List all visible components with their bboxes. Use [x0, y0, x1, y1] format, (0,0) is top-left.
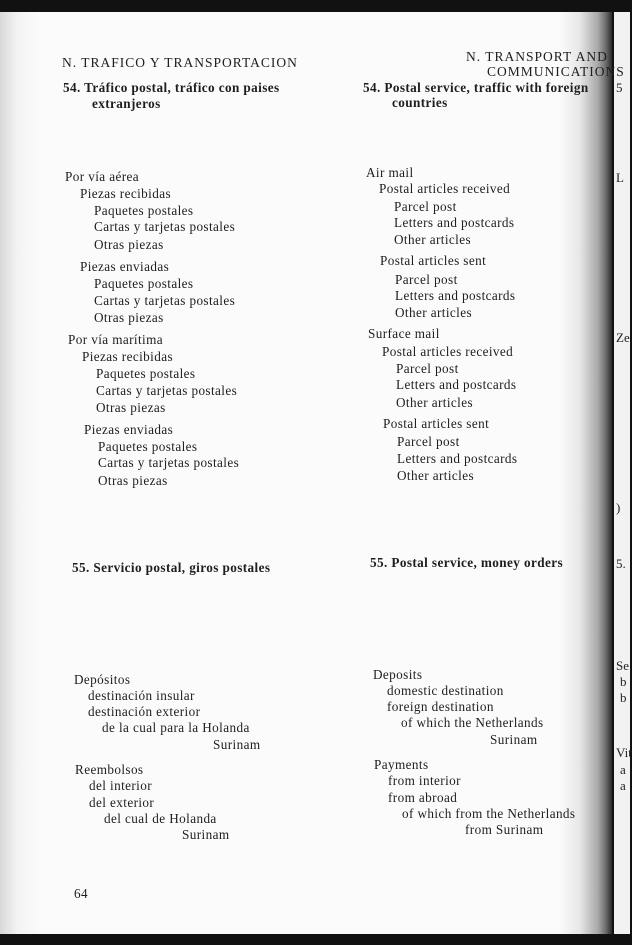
row-label: Surface mail [368, 326, 440, 341]
row-label: del cual de Holanda [104, 811, 217, 826]
row-label: Piezas enviadas [84, 422, 174, 437]
fragment: a [620, 762, 626, 777]
row-label: from abroad [388, 790, 458, 805]
row-label: from interior [388, 773, 461, 788]
row-label: Otras piezas [94, 310, 164, 325]
row-label: del interior [89, 778, 153, 793]
chapter-title-es: N. TRAFICO Y TRANSPORTACION [62, 55, 298, 70]
row-label: Letters and postcards [397, 451, 518, 466]
table-54-title-en-2: countries [392, 95, 448, 110]
row-label: Other articles [394, 232, 471, 247]
row-label: Otras piezas [96, 400, 166, 415]
table-54-title-es: 54. Tráfico postal, tráfico con paises [63, 80, 280, 95]
page-number: 64 [74, 886, 88, 901]
row-label: Parcel post [395, 272, 458, 287]
row-label: of which the Netherlands [401, 715, 544, 730]
row-label: Postal articles received [379, 181, 511, 196]
row-label: Postal articles sent [380, 253, 487, 268]
row-label: Payments [374, 757, 429, 772]
fragment: b [620, 690, 627, 705]
row-label: Deposits [373, 667, 423, 682]
row-label: Paquetes postales [98, 439, 198, 454]
row-label: Postal articles sent [383, 416, 490, 431]
row-label: Surinam [490, 732, 538, 747]
row-label: foreign destination [387, 699, 494, 714]
row-label: Paquetes postales [94, 276, 194, 291]
chapter-title-en: N. TRANSPORT AND [466, 49, 608, 64]
fragment: a [620, 778, 626, 793]
row-label: of which from the Netherlands [402, 806, 576, 821]
row-label: Depósitos [74, 672, 131, 687]
row-label: Air mail [366, 165, 414, 180]
row-label: Cartas y tarjetas postales [94, 293, 236, 308]
row-label: Paquetes postales [96, 366, 196, 381]
row-label: Surinam [182, 827, 230, 842]
table-55-title-en: 55. Postal service, money orders [370, 555, 563, 570]
row-label: domestic destination [387, 683, 504, 698]
row-label: Other articles [395, 305, 472, 320]
row-label: Paquetes postales [94, 203, 194, 218]
row-label: Surinam [213, 737, 261, 752]
table-54-title-es-2: extranjeros [92, 96, 161, 111]
row-label: Por vía aérea [65, 169, 140, 184]
row-label: Cartas y tarjetas postales [94, 219, 236, 234]
row-label: Otras piezas [98, 473, 168, 488]
row-label: Piezas recibidas [82, 349, 173, 364]
fragment: ) [616, 500, 621, 515]
row-label: del exterior [89, 795, 155, 810]
fragment: Se [616, 658, 629, 673]
row-label: Letters and postcards [396, 377, 517, 392]
row-label: Postal articles received [382, 344, 514, 359]
row-label: Piezas enviadas [80, 259, 170, 274]
row-label: Cartas y tarjetas postales [96, 383, 238, 398]
row-label: Parcel post [394, 199, 457, 214]
fragment: L [616, 170, 624, 185]
fragment: 5 [616, 80, 623, 95]
row-label: de la cual para la Holanda [102, 720, 250, 735]
chapter-title-en-2: COMMUNICATIONS [487, 64, 625, 79]
row-label: from Surinam [465, 822, 544, 837]
row-label: Parcel post [397, 434, 460, 449]
row-label: Letters and postcards [395, 288, 516, 303]
next-page-edge [614, 12, 630, 934]
table-54-title-en: 54. Postal service, traffic with foreign [363, 80, 589, 95]
row-label: Other articles [396, 395, 473, 410]
row-label: Other articles [397, 468, 474, 483]
row-label: Piezas recibidas [80, 186, 171, 201]
table-55-title-es: 55. Servicio postal, giros postales [72, 560, 271, 575]
fragment: Ze [616, 330, 630, 345]
fragment: Vit [616, 745, 632, 760]
row-label: destinación insular [88, 688, 195, 703]
row-label: Letters and postcards [394, 215, 515, 230]
fragment: 5. [616, 556, 626, 571]
row-label: Cartas y tarjetas postales [98, 455, 240, 470]
row-label: Por vía marítima [68, 332, 164, 347]
row-label: Reembolsos [75, 762, 144, 777]
row-label: Parcel post [396, 361, 459, 376]
fragment: b [620, 674, 627, 689]
row-label: destinación exterior [88, 704, 201, 719]
row-label: Otras piezas [94, 237, 164, 252]
